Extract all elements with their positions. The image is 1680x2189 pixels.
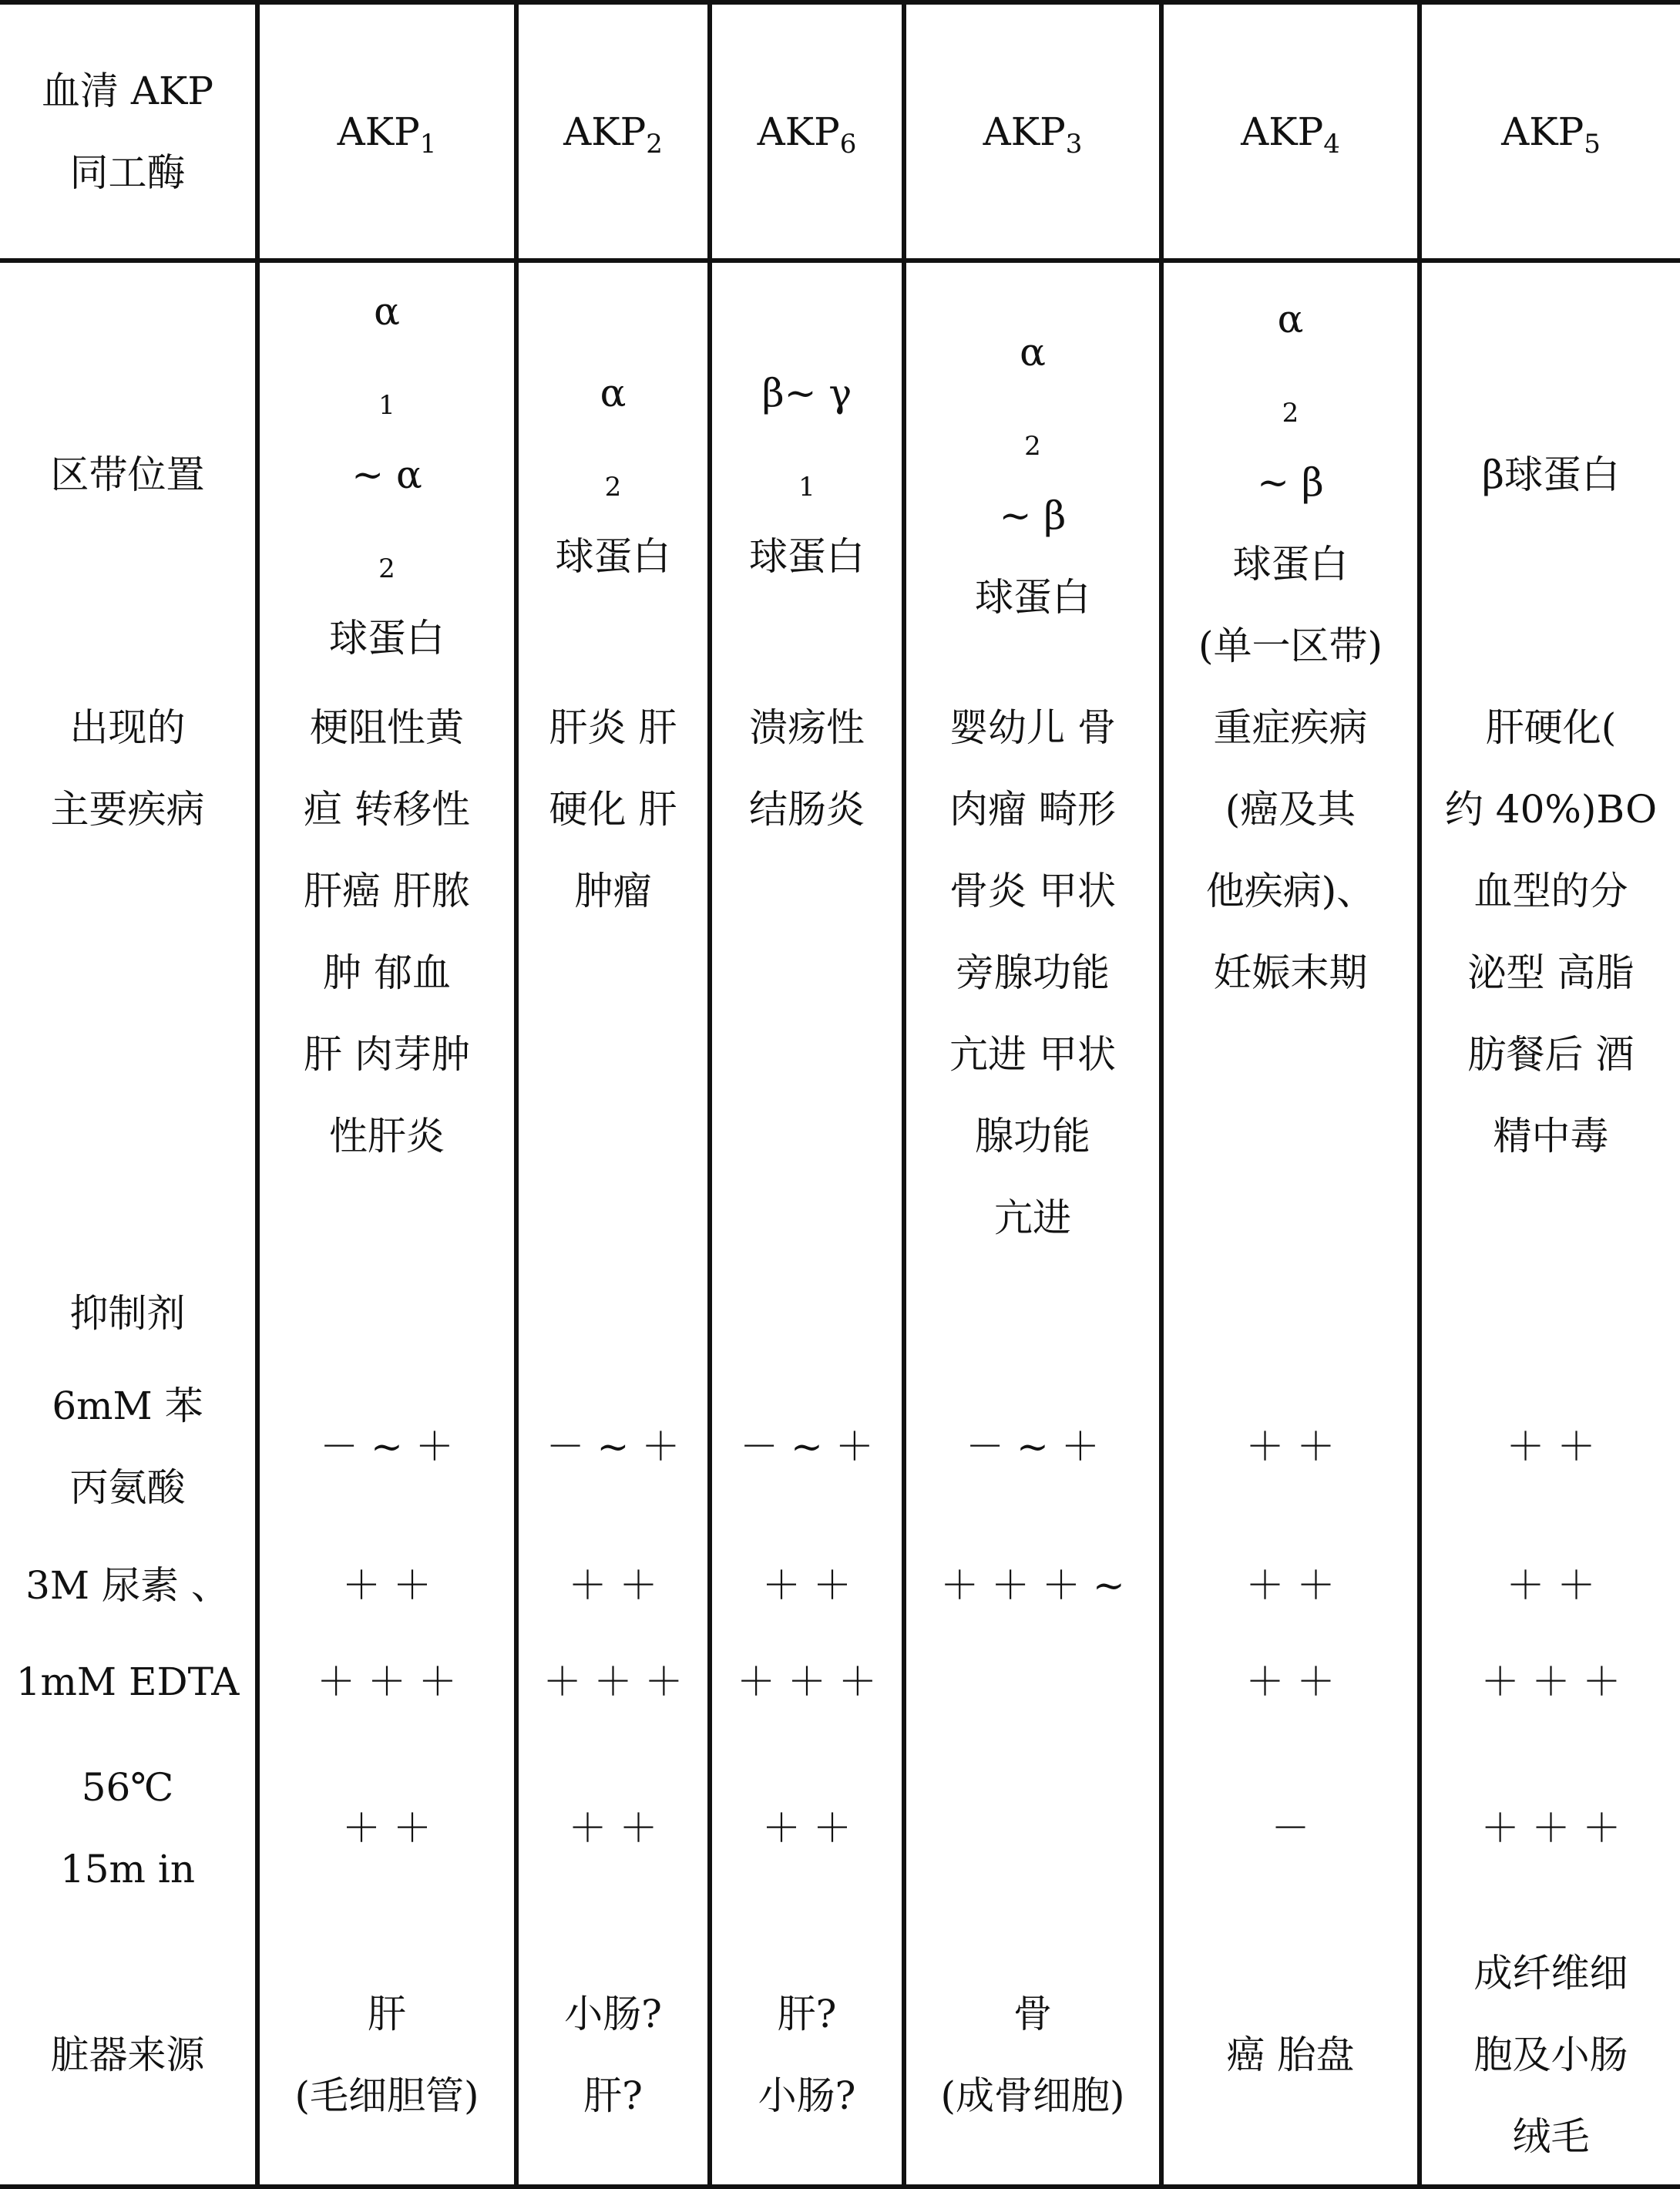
urea-value-akp5: ＋ ＋ [1420,1539,1680,1632]
phe-row [0,1354,1680,1539]
urea-value-akp1: ＋ ＋ [257,1539,516,1632]
band-cell-akp5: β球蛋白 [1420,261,1680,687]
band-cell-akp3: α $_2$ ~ β 球蛋白 [904,261,1161,687]
band-cell-akp1: α $_1$ ~ α $_2$ 球蛋白 [257,261,516,687]
phe-value-akp2: － ~ ＋ [516,1354,710,1539]
organ-cell-akp3: 骨 (成骨细胞) [904,1925,1161,2187]
organ-label: 脏器来源 [0,1925,257,2187]
disease-cell-akp4: 重症疾病 (癌及其 他疾病)、 妊娠末期 [1161,687,1420,1273]
heat-value-akp5: ＋ ＋ ＋ [1420,1732,1680,1925]
heat-row [0,1732,1680,1925]
header-akp2: $AKP_2$ [516,2,710,261]
edta-value-akp4: ＋ ＋ [1161,1632,1420,1732]
heat-label: 56℃ 15m in [59,1765,196,1891]
heat-value-akp4: － [1161,1732,1420,1925]
header-akp4: $AKP_4$ [1161,2,1420,261]
urea-label: 3M 尿素 、 [25,1563,230,1608]
edta-row [0,1632,1680,1732]
disease-cell-akp3: 婴幼儿 骨 肉瘤 畸形 骨炎 甲状 旁腺功能 亢进 甲状 腺功能 亢进 [904,687,1161,1273]
urea-row [0,1539,1680,1632]
phe-value-akp5: ＋ ＋ [1420,1354,1680,1539]
heat-value-akp3 [904,1732,1161,1925]
phe-value-akp4: ＋ ＋ [1161,1354,1420,1539]
urea-value-akp6: ＋ ＋ [710,1539,904,1632]
band-cell-akp6: β~ γ $_1$ 球蛋白 [710,261,904,687]
header-label-line1: 血清 AKP [42,68,213,113]
header-akp1: $AKP_1$ [257,2,516,261]
disease-cell-akp1: 梗阻性黄 疸 转移性 肝癌 肝脓 肿 郁血 肝 肉芽肿 性肝炎 [257,687,516,1273]
edta-value-akp1: ＋ ＋ ＋ [257,1632,516,1732]
organ-cell-akp5: 成纤维细 胞及小肠 绒毛 [1420,1925,1680,2187]
phe-value-akp6: － ~ ＋ [710,1354,904,1539]
heat-value-akp6: ＋ ＋ [710,1732,904,1925]
header-label-cell [0,2,257,261]
band-cell-akp2: α $_2$ 球蛋白 [516,261,710,687]
edta-label: 1mM EDTA [15,1659,240,1704]
phe-label: 6mM 苯 丙氨酸 [52,1384,203,1510]
disease-label: 出现的 主要疾病 [50,705,205,832]
urea-value-akp4: ＋ ＋ [1161,1539,1420,1632]
organ-cell-akp2: 小肠? 肝? [516,1925,710,2187]
heat-value-akp1: ＋ ＋ [257,1732,516,1925]
edta-value-akp2: ＋ ＋ ＋ [516,1632,710,1732]
header-akp3: $AKP_3$ [904,2,1161,261]
header-akp5: $AKP_5$ [1420,2,1680,261]
edta-value-akp5: ＋ ＋ ＋ [1420,1632,1680,1732]
header-row [0,2,1680,261]
organ-cell-akp6: 肝? 小肠? [710,1925,904,2187]
edta-value-akp6: ＋ ＋ ＋ [710,1632,904,1732]
phe-value-akp3: － ~ ＋ [904,1354,1161,1539]
band-cell-akp4: α $_2$ ~ β 球蛋白 (单一区带) [1161,261,1420,687]
heat-value-akp2: ＋ ＋ [516,1732,710,1925]
header-label-line2: 同工酶 [69,150,186,195]
band-label: 区带位置 [50,452,205,497]
disease-row [0,687,1680,1273]
inhibitor-label: 抑制剂 [69,1291,186,1336]
inhibitor-row [0,1273,1680,1354]
organ-cell-akp4: 癌 胎盘 [1161,1925,1420,2187]
disease-cell-akp2: 肝炎 肝 硬化 肝 肿瘤 [516,687,710,1273]
disease-cell-akp6: 溃疡性 结肠炎 [710,687,904,1273]
phe-value-akp1: － ~ ＋ [257,1354,516,1539]
disease-cell-akp5: 肝硬化( 约 40%)BO 血型的分 泌型 高脂 肪餐后 酒 精中毒 [1420,687,1680,1273]
organ-cell-akp1: 肝 (毛细胆管) [257,1925,516,2187]
edta-value-akp3 [904,1632,1161,1732]
organ-row [0,1925,1680,2187]
urea-value-akp2: ＋ ＋ [516,1539,710,1632]
header-akp6: $AKP_6$ [710,2,904,261]
band-row [0,261,1680,687]
urea-value-akp3: ＋ ＋ ＋ ~ [904,1539,1161,1632]
